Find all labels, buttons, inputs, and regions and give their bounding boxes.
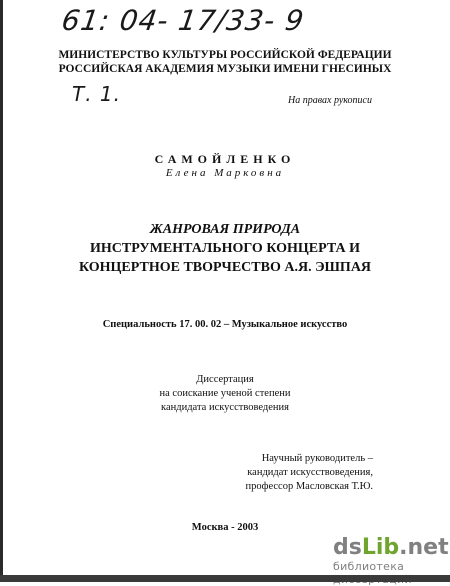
city-year: Москва - 2003 <box>191 522 259 533</box>
handwritten-volume-mark: Т. 1. <box>72 82 122 106</box>
scan-edge-left <box>0 0 3 582</box>
watermark-caption: библиотека <box>333 560 405 573</box>
watermark-logo-lib: Lib <box>361 535 400 560</box>
degree-line: на соискание ученой степени <box>159 388 291 399</box>
advisor-role: Научный руководитель – <box>261 453 373 464</box>
watermark-logo[interactable] <box>333 535 449 560</box>
title-line-1: ЖАНРОВАЯ ПРИРОДА <box>149 222 301 237</box>
handwritten-registry-code: 61: 04- 17/33- 9 <box>59 4 307 37</box>
academy-name: РОССИЙСКАЯ АКАДЕМИЯ МУЗЫКИ ИМЕНИ ГНЕСИНЫХ <box>58 63 392 75</box>
title-line-3: КОНЦЕРТНОЕ ТВОРЧЕСТВО А.Я. ЭШПАЯ <box>78 260 372 275</box>
author-last-name: САМОЙЛЕНКО <box>154 152 296 166</box>
author-first-name: Елена Марковна <box>165 167 285 179</box>
advisor-name: профессор Масловская Т.Ю. <box>245 481 373 492</box>
dissertation-label: Диссертация <box>196 374 254 385</box>
title-line-2: ИНСТРУМЕНТАЛЬНОГО КОНЦЕРТА И <box>90 241 360 256</box>
degree-field: кандидата искусствоведения <box>161 402 289 413</box>
advisor-degree: кандидат искусствоведения, <box>247 467 373 478</box>
scan-edge-bottom <box>0 575 450 582</box>
watermark-logo-net: .net <box>399 535 449 560</box>
specialty-line: Специальность 17. 00. 02 – Музыкальное искусство <box>102 319 348 330</box>
watermark-logo-ds: ds <box>333 535 362 560</box>
ministry-name: МИНИСТЕРСТВО КУЛЬТУРЫ РОССИЙСКОЙ ФЕДЕРАЦИИ <box>58 49 392 61</box>
manuscript-note: На правах рукописи <box>288 95 372 106</box>
